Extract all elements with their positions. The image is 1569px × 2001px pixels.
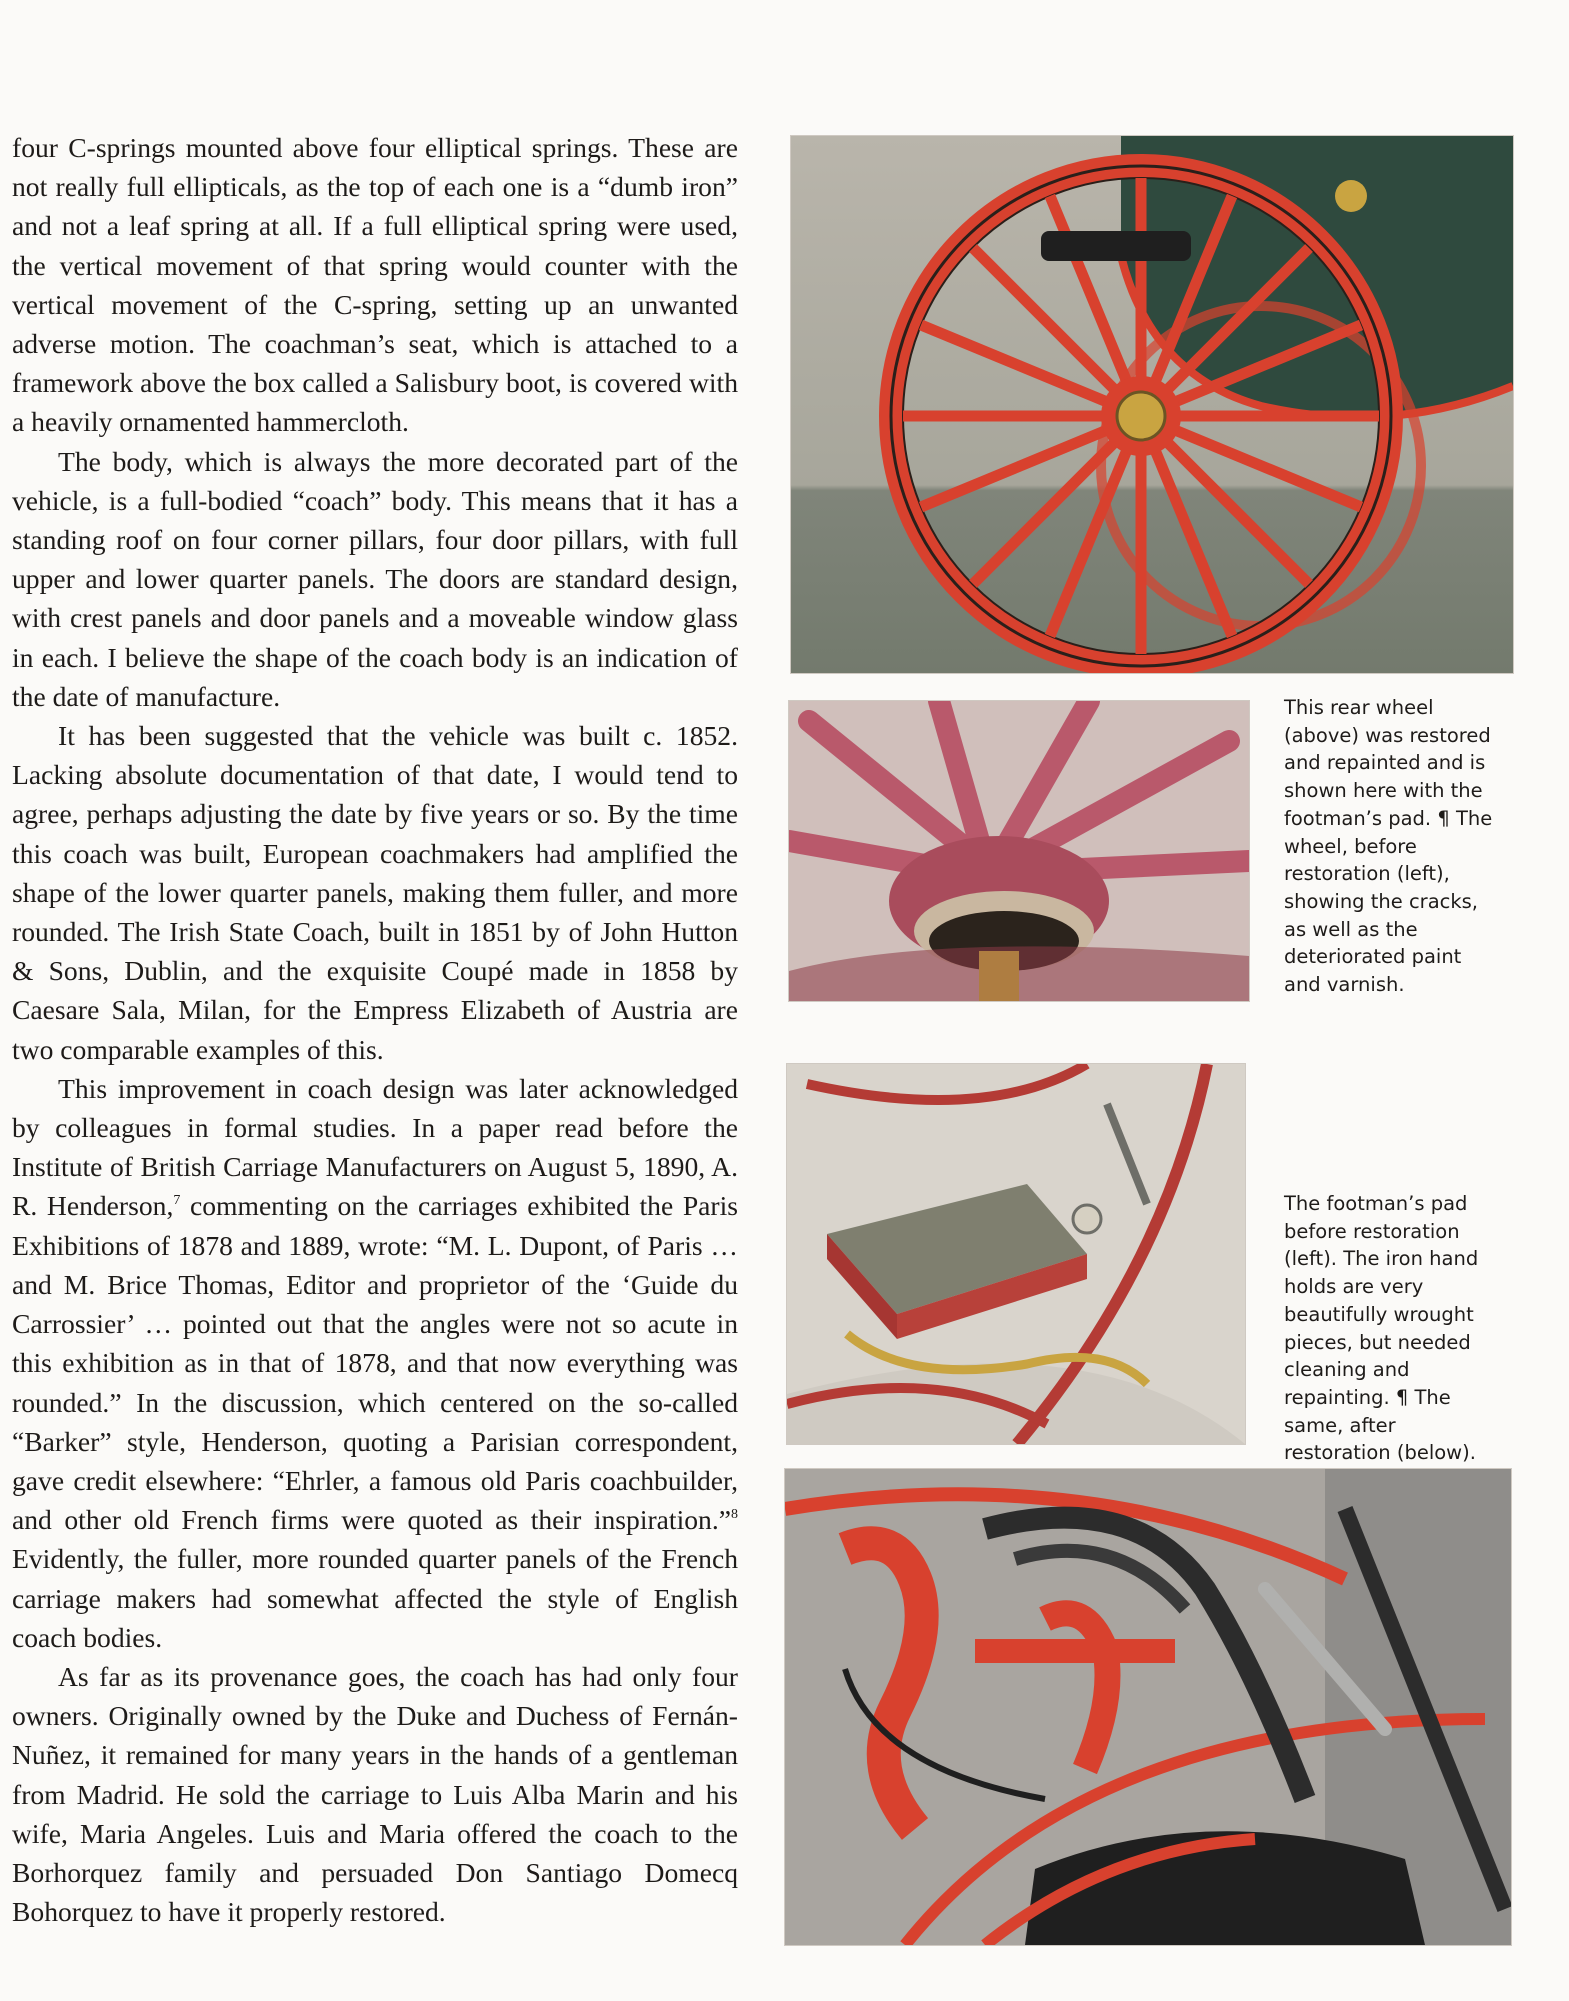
caption-footmans-pad: The footman’s pad before restoration (left). The iron hand holds are very beautifully wrought pieces, but needed cleaning and repainting. ¶ The same, after restoration (below). — [1284, 1192, 1479, 1465]
paragraph-text-part: Evidently, the fuller, more rounded quarter panels of the French carriage makers had somewhat affected the style of English coach bodies. — [12, 1543, 738, 1653]
paragraph-coach-body: The body, which is always the more decorated part of the vehicle, is a full-bodied “coach” body. This means that it has a standing roof on four corner pillars, four door pillars, with full upper and lower quarter panels. The doors are standard design, with crest panels and door panels and a moveable window glass in each. I believe the shape of the coach body is an indication of the date of manufacture. — [12, 445, 738, 712]
photo-footmans-pad-before — [786, 1063, 1246, 1445]
paragraph-design-improvement — [12, 1069, 738, 1657]
paragraph-text-part: This improvement in coach design was later acknowledged by colleagues in formal studies. In a paper read before the Institute of British Carriage Manufacturers on August 5, 1890, A. R. Henderson, — [12, 1072, 738, 1222]
photo-wheel-before-restoration — [788, 700, 1250, 1002]
paragraph-provenance: As far as its provenance goes, the coach has had only four owners. Originally owned by the Duke and Duchess of Fernán-Nuñez, it remained for many years in the hands of a gentleman from Madrid. He sold the carriage to Luis Alba Marin and his wife, Maria Angeles. Luis and Maria offered the coach to the Borhorquez family and persuaded Don Santiago Domecq Bohorquez to have it properly restored. — [12, 1660, 738, 1928]
paragraph-springs: four C-springs mounted above four elliptical springs. These are not really full ellipticals, as the top of each one is a “dumb iron” and not a leaf spring at all. If a full elliptical spring were used, the vertical movement of that spring would counter with the vertical movement of the C-spring, setting up an unwanted adverse motion. The coachman’s seat, which is attached to a framework above the box called a Salisbury boot, is covered with a heavily ornamented hammercloth. — [12, 132, 738, 438]
caption-rear-wheel: This rear wheel (above) was restored and repainted and is shown here with the footman’s pad. ¶ The wheel, before restoration (left), showing the cracks, as well as the deteriorated paint and varnish. — [1284, 696, 1493, 997]
paragraph-text-part: commenting on the carriages exhibited the Paris Exhibitions of 1878 and 1889, wrote: “M. L. Dupont, of Paris … and M. Brice Thomas, Editor and proprietor of the ‘Guide du Carrossier’ … pointed out that the angles were not so acute in this exhibition as in that of 1878, and that now everything was rounded.” In the discussion, which centered on the so-called “Barker” style, Henderson, quoting a Parisian correspondent, gave credit elsewhere: “Ehrler, a famous old Paris coachbuilder, and other old French firms were quoted as their inspiration.” — [12, 1190, 739, 1536]
photo-footmans-pad-after — [784, 1468, 1512, 1946]
footnote-marker: 8 — [731, 1507, 738, 1523]
body-text-column — [12, 128, 738, 1931]
footnote-marker: 7 — [173, 1193, 181, 1209]
paragraph-date-built: It has been suggested that the vehicle was built c. 1852. Lacking absolute documentation of that date, I would tend to agree, perhaps adjusting the date by five years or so. By the time this coach was built, European coachmakers had amplified the shape of the lower quarter panels, making them fuller, and more rounded. The Irish State Coach, built in 1851 by of John Hutton & Sons, Dublin, and the exquisite Coupé made in 1858 by Caesare Sala, Milan, for the Empress Elizabeth of Austria are two comparable examples of this. — [12, 720, 738, 1065]
photo-restored-rear-wheel — [790, 135, 1514, 674]
